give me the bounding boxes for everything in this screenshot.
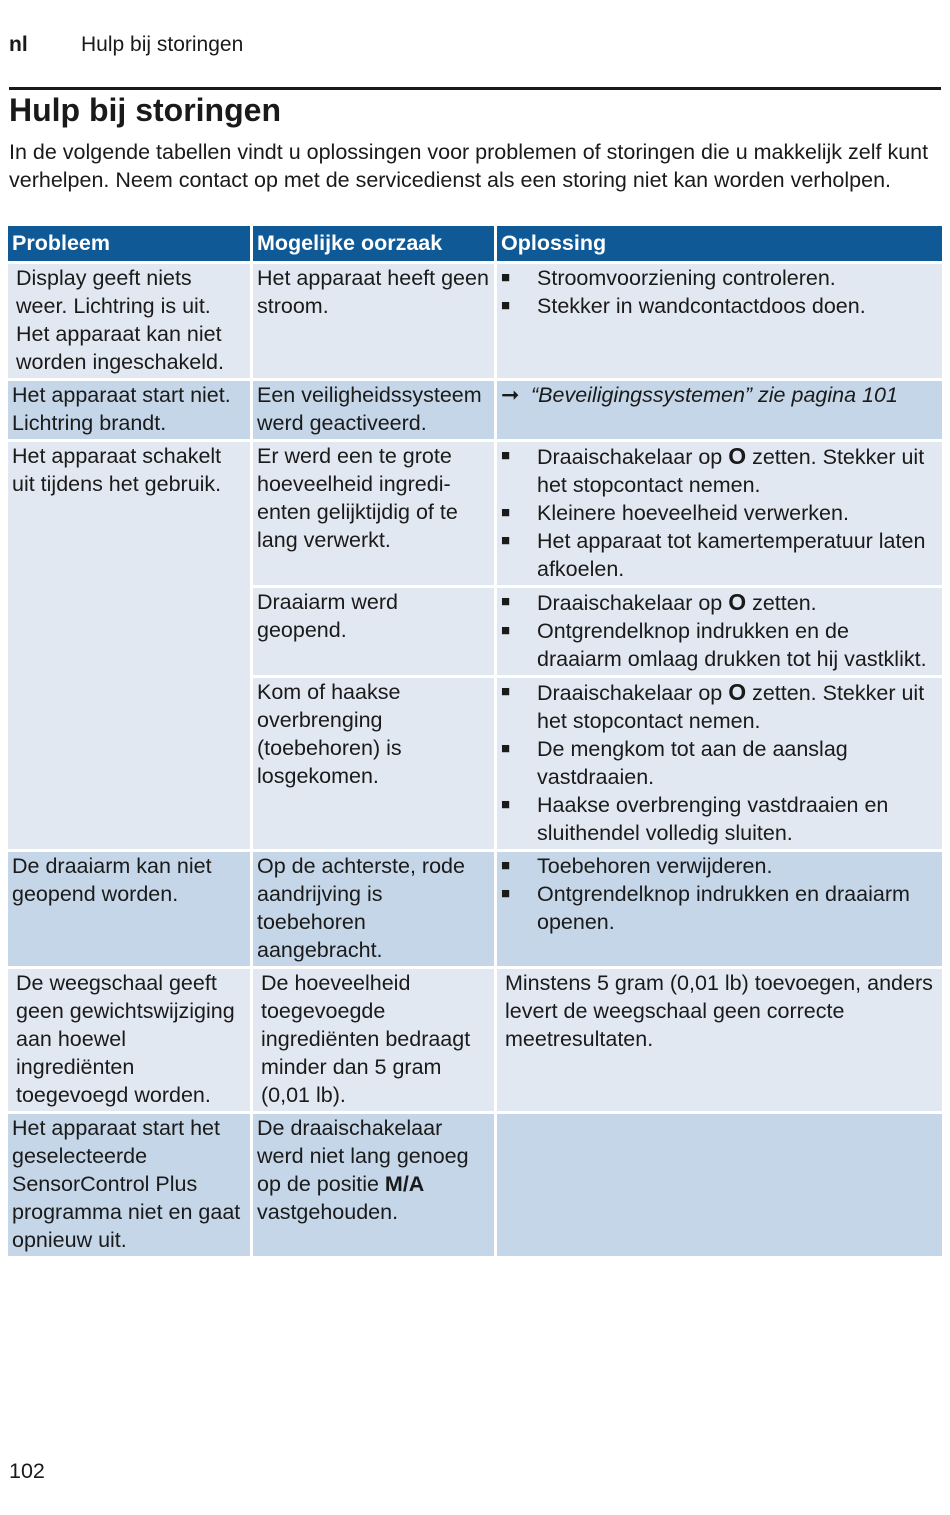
table-row [8,966,942,1111]
running-header-section: Hulp bij storingen [81,33,244,56]
problem-cell: Het apparaat start niet. Lichtring brandt. [8,378,253,439]
solution-item: ■ Draaischakelaar op O zetten. Stekker uit het stopcontact nemen. [501,442,938,499]
solution-cell [497,849,942,966]
cause-cell: Draaiarm werd geopend. [253,585,497,675]
off-position-symbol: O [728,589,747,615]
cause-cell: Kom of haakse overbrenging (toebehoren) is losgekomen. [253,675,497,849]
column-header-solution: Oplossing [497,226,942,261]
cause-cell: Een veiligheidssysteem werd geactiveerd. [253,378,497,439]
column-header-cause: Mogelijke oorzaak [253,226,497,261]
page-title: Hulp bij storingen [9,92,281,128]
solution-cell [497,261,942,378]
column-header-problem: Probleem [8,226,253,261]
problem-cell: De draaiarm kan niet geopend worden. [8,849,253,966]
solution-item: ■ De mengkom tot aan de aanslag vastdraaien. [501,735,938,791]
off-position-symbol: O [728,679,747,705]
solution-item: ■ Draaischakelaar op O zetten. [501,588,938,617]
problem-cell: Het apparaat schakelt uit tijdens het gebruik. [8,439,253,849]
solution-cell [497,585,942,675]
cause-cell: De draaischakelaar werd niet lang genoeg op de positie M/A vastgehouden. [253,1111,497,1256]
solution-cell [497,1111,942,1256]
solution-item: ■ Ontgrendelknop indrukken en draaiarm openen. [501,880,938,936]
running-header [9,33,243,57]
solution-item: ■ Haakse overbrenging vastdraaien en sluithendel volledig sluiten. [501,791,938,847]
problem-cell: Het apparaat start het geselecteerde SensorControl Plus programma niet en gaat opnieuw uit. [8,1111,253,1256]
problem-cell: Display geeft niets weer. Lichtring is uit. Het apparaat kan niet worden ingeschakeld. [8,261,253,378]
cause-cell: Op de achterste, rode aandrijving is toebehoren aangebracht. [253,849,497,966]
language-code: nl [9,33,28,56]
solution-item: ■ Stroomvoorziening controleren. [501,264,938,292]
table-row [8,261,942,378]
table-row [8,378,942,439]
solution-cell: Minstens 5 gram (0,01 lb) toevoegen, anders levert de weegschaal geen correcte meetresultaten. [497,966,942,1111]
page-number: 102 [9,1459,45,1483]
cause-cell: Er werd een te grote hoeveelheid ingredi-enten gelijktijdig of te lang verwerkt. [253,439,497,585]
solution-cell [497,378,942,439]
problem-cell: De weegschaal geeft geen gewichtswijziging aan hoewel ingrediënten toegevoegd worden. [8,966,253,1111]
solution-item: ■ Stekker in wandcontactdoos doen. [501,292,938,320]
troubleshooting-table [8,226,942,1256]
table-header-row [8,226,942,261]
intro-paragraph: In de volgende tabellen vindt u oplossingen voor problemen of storingen die u makkelijk zelf kunt verhelpen. Neem contact op met de servicedienst als een storing niet kan worden verholpen. [9,140,929,192]
cause-cell: Het apparaat heeft geen stroom. [253,261,497,378]
table-row [8,439,942,585]
arrow-right-icon: ➞ [501,382,520,407]
solution-cell [497,675,942,849]
cause-cell: De hoeveelheid toegevoegde ingrediënten bedraagt minder dan 5 gram (0,01 lb). [253,966,497,1111]
solution-item: ■ Draaischakelaar op O zetten. Stekker uit het stopcontact nemen. [501,678,938,735]
table-row [8,849,942,966]
cross-reference-link[interactable]: “Beveiligingssystemen” zie pagina 101 [531,383,898,407]
solution-cell [497,439,942,585]
solution-item: ■ Kleinere hoeveelheid verwerken. [501,499,938,527]
position-label: M/A [384,1172,425,1196]
solution-item: ■ Het apparaat tot kamertemperatuur laten afkoelen. [501,527,938,583]
header-rule [9,87,941,90]
off-position-symbol: O [728,443,747,469]
solution-item: ■ Ontgrendelknop indrukken en de draaiarm omlaag drukken tot hij vastklikt. [501,617,938,673]
table-row [8,1111,942,1256]
solution-item: ■ Toebehoren verwijderen. [501,852,938,880]
